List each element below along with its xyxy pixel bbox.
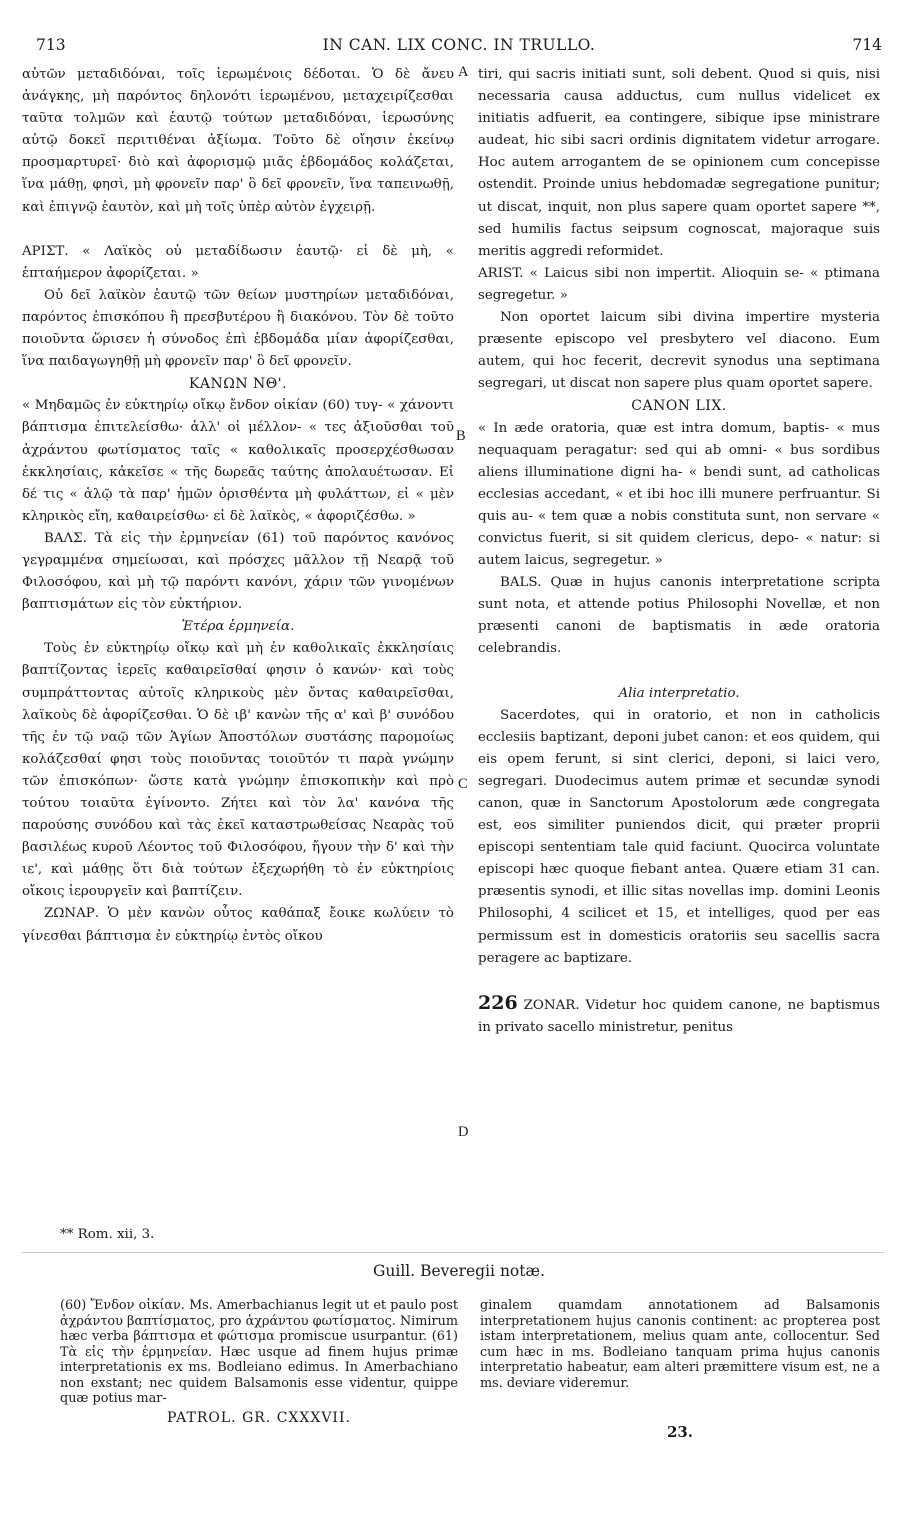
latin-paragraph: tiri, qui sacris initiati sunt, soli debent. Quod si quis, nisi necessaria causa adductus, cum nullus videlicet ex initiatis adfuerit, ea contingere, sibique ipse ministrare audeat, hic sibi sacri ordinis dignitatem videtur arrogare. Hoc autem arrogantem de se opinionem cum concepisse ostendit. Proinde unius hebdomadæ segregatione punitur; ut discat, inquit, non plus sapere quam oportet sapere **, sed humilis factus seipsum cognoscat, majoraque suis meritis aggredi reformidet. (478, 67, 880, 259)
latin-paragraph: Sacerdotes, qui in oratorio, et non in catholicis ecclesiis baptizant, deponi jubet canon: et eos quidem, qui eis opem ferunt, si sint clerici, deponi, si laici vero, segregari. Duodecimus autem primæ et secundæ synodi canon, quæ in Sanctorum Apostolorum æde congregata est, eos similiter puniendos dicit, qui præter proprii episcopi sententiam tale quid faciunt. Quocirca voluntate episcopi hæc quoque fiebant antea. Quære etiam 31 can. præsentis synodi, et illic sitas novellas imp. domini Leonis Philosophi, 4 scilicet et 15, et intelliges, quod per eas permissum est in domesticis oratoriis seu sacellis sacra peragere ac baptizare. (478, 707, 880, 966)
page-number-bottom: 23. (666, 1423, 694, 1441)
greek-arist-summary: ΑΡΙΣΤ. « Λαϊκὸς οὐ μεταδίδωσιν ἑαυτῷ· εἰ δὲ μὴ, « ἑπταήμερον ἀφορίζεται. » (22, 243, 454, 281)
margin-marker-c: C (458, 776, 468, 792)
divider (22, 1252, 884, 1253)
greek-paragraph: αὐτῶν μεταδιδόναι, τοῖς ἱερωμένοις δέδοται. Ὁ δὲ ἄνευ ἀνάγκης, μὴ παρόντος δηλονότι ἱερωμένου, μεταχειρίζεσθαι ταῦτα τολμῶν καὶ ἑαυτῷ τούτων μεταδιδόναι, ἱερωσύνης αὐτῷ δοκεῖ περιτιθέναι ἀξίωμα. Τοῦτο δὲ οἴησιν ἐκείνῳ προσμαρτυρεῖ· διὸ καὶ ἀφορισμῷ μιᾶς ἑβδομάδος κολάζεται, ἵνα μάθῃ, φησὶ, μὴ φρονεῖν παρ' ὃ δεῖ φρονεῖν, ἵνα ταπεινωθῇ, καὶ ἐπιγνῷ ἑαυτὸν, καὶ μὴ τοῖς ὑπὲρ αὐτὸν ἐγχειρῇ. (22, 67, 454, 215)
latin-column (478, 64, 880, 1039)
latin-subheading: Alia interpretatio. (618, 685, 740, 701)
note-text: ginalem quamdam annotationem ad Balsamonis interpretationem hujus canonis continent: ac propterea post istam interpretationem, melius quam ante, collocentur. Sed cum hæc in ms. Bodleiano tanquam prima hujus canonis interpretatio habeatur, eam alteri præmittere visum est, ne a ms. deviare videremur. (480, 1298, 880, 1391)
greek-paragraph: Τοὺς ἐν εὐκτηρίῳ οἴκῳ καὶ μὴ ἐν καθολικαῖς ἐκκλησίαις βαπτίζοντας ἱερεῖς καθαιρεῖσθαί φησιν ὁ κανών· καὶ τοὺς συμπράττοντας αὐτοῖς κληρικοὺς μὲν ὄντας καθαιρεῖσθαι, λαϊκοὺς δὲ ἀφορίζεσθαι. Ὁ δὲ ιβ' κανὼν τῆς α' καὶ β' συνόδου τῆς ἐν τῷ ναῷ τῶν Ἁγίων Ἀποστόλων συστάσης παρομοίως κολάζεσθαί φησι τοὺς ποιοῦντας τοιοῦτόν τι παρὰ γνώμην τῶν ἐπισκόπων· ὥστε κατὰ γνώμην ἐπισκοπικὴν καὶ πρὸ τούτου τοιαῦτα ἐγίνοντο. Ζήτει καὶ τὸν λα' κανόνα τῆς παρούσης συνόδου καὶ τὰς ἐκεῖ καταστρωθείσας Νεαρὰς τοῦ βασιλέως κυροῦ Λέοντος τοῦ Φιλοσόφου, ἤγουν τὴν δ' καὶ τὴν ιε', καὶ μάθῃς ὅτι διὰ τούτων ἐξεχωρήθη τὸ ἐν εὐκτηρίοις οἴκοις ἱερουργεῖν καὶ βαπτίζειν. (22, 641, 454, 900)
page-number-left: 713 (36, 36, 66, 54)
greek-zonaras-commentary: ΖΩΝΑΡ. Ὁ μὲν κανὼν οὗτος καθάπαξ ἔοικε κωλύειν τὸ γίνεσθαι βάπτισμα ἐν εὐκτηρίῳ ἐντὸς οἴκου (22, 906, 454, 944)
latin-paragraph: Non oportet laicum sibi divina impertire mysteria præsente episcopo vel presbytero vel diacono. Eum autem, qui hoc fecerit, decrevit synodus una septimana segregari, ut discat non sapere plus quam oportet sapere. (478, 310, 880, 392)
latin-canon-text: « In æde oratoria, quæ est intra domum, baptis- « mus nequaquam peragatur: sed qui ab omni- « bus sordibus aliens illuminatione digni ha- « bendi sunt, ad catholicas ecclesias accedant, « et ibi hoc illi munere perfruantur. Si quis au- « tem quæ a nobis constituta sunt, non servare « convictus fuerit, si sit quidem clericus, depo- « natur: si autem laicus, segregetur. » (478, 420, 880, 569)
footnote: ** Rom. xii, 3. (60, 1227, 155, 1242)
page-number-right: 714 (852, 36, 882, 54)
notes-title: Guill. Beveregii notæ. (373, 1262, 545, 1280)
margin-marker-a: A (458, 64, 469, 80)
margin-marker-d: D (458, 1124, 469, 1140)
greek-canon-text: « Μηδαμῶς ἐν εὐκτηρίῳ οἴκῳ ἔνδον οἰκίαν (60) τυγ- « χάνοντι βάπτισμα ἐπιτελείσθω· ἀλλ' οἱ μέλλον- « τες ἀξιοῦσθαι τοῦ ἀχράντου φωτίσματος ταῖς « καθολικαῖς προσερχέσθωσαν ἐκκλησίαις, κἀκεῖσε « τῆς δωρεᾶς ταύτης ἀπολαυέτωσαν. Εἰ δέ τις « ἁλῷ τὰ παρ' ἡμῶν ὁρισθέντα μὴ φυλάττων, εἰ « μὲν κληρικὸς εἴη, καθαιρείσθω· εἰ δὲ λαϊκὸς, « ἀφοριζέσθω. » (22, 398, 454, 524)
latin-zonaras-text: ZONAR. Videtur hoc quidem canone, ne baptismus in privato sacello ministretur, penitus (478, 997, 880, 1035)
column-number: 226 (478, 991, 518, 1014)
running-title: IN CAN. LIX CONC. IN TRULLO. (322, 36, 596, 54)
note-text: (60) Ἔνδον οἰκίαν. Ms. Amerbachianus legit ut et paulo post ἀχράντου βαπτίσματος, pro ἀχράντου φωτίσματος. Nimirum hæc verba βάπτισμα et φώτισμα promiscue usurpantur. (61) Τὰ εἰς τὴν ἑρμηνείαν. Hæc usque ad finem hujus primæ interpretationis ex ms. Bodleiano edimus. In Amerbachiano non exstant; nec quidem Balsamonis esse videntur, quippe quæ potius mar- (60, 1298, 458, 1406)
greek-balsamon-commentary: ΒΑΛΣ. Τὰ εἰς τὴν ἑρμηνείαν (61) τοῦ παρόντος κανόνος γεγραμμένα σημείωσαι, καὶ πρόσχες μᾶλλον τῇ Νεαρᾷ τοῦ Φιλοσόφου, καὶ μὴ τῷ παρόντι κανόνι, χάριν τῶν γινομένων βαπτισμάτων εἰς τὸν εὐκτήριον. (22, 530, 454, 613)
greek-column (22, 64, 454, 948)
greek-canon-title: ΚΑΝΩΝ ΝΘ'. (188, 376, 288, 393)
notes-left-column (60, 1298, 458, 1426)
latin-zonaras-commentary (478, 992, 880, 1039)
latin-canon-title: CANON LIX. (631, 398, 727, 415)
patrologia-label: PATROL. GR. CXXXVII. (167, 1409, 351, 1426)
greek-subheading: Ἑτέρα ἑρμηνεία. (181, 619, 295, 635)
margin-marker-b: B (456, 428, 466, 444)
notes-right-column (480, 1298, 880, 1441)
latin-balsamon-commentary: BALS. Quæ in hujus canonis interpretatione scripta sunt nota, et attende potius Philosophi Novellæ, et non præsenti canoni de baptismatis in æde oratoria celebrandis. (478, 575, 880, 657)
latin-arist-summary: ARIST. « Laicus sibi non impertit. Alioquin se- « ptimana segregetur. » (478, 265, 880, 303)
greek-paragraph: Οὐ δεῖ λαϊκὸν ἑαυτῷ τῶν θείων μυστηρίων μεταδιδόναι, παρόντος ἐπισκόπου ἢ πρεσβυτέρου ἢ διακόνου. Τὸν δὲ τοῦτο ποιοῦντα ὥρισεν ἡ σύνοδος ἐπὶ ἑβδομάδα μίαν ἀφορίζεσθαι, ἵνα παιδαγωγηθῇ μὴ φρονεῖν παρ' ὃ δεῖ φρονεῖν. (22, 287, 454, 370)
page-header (36, 36, 882, 60)
